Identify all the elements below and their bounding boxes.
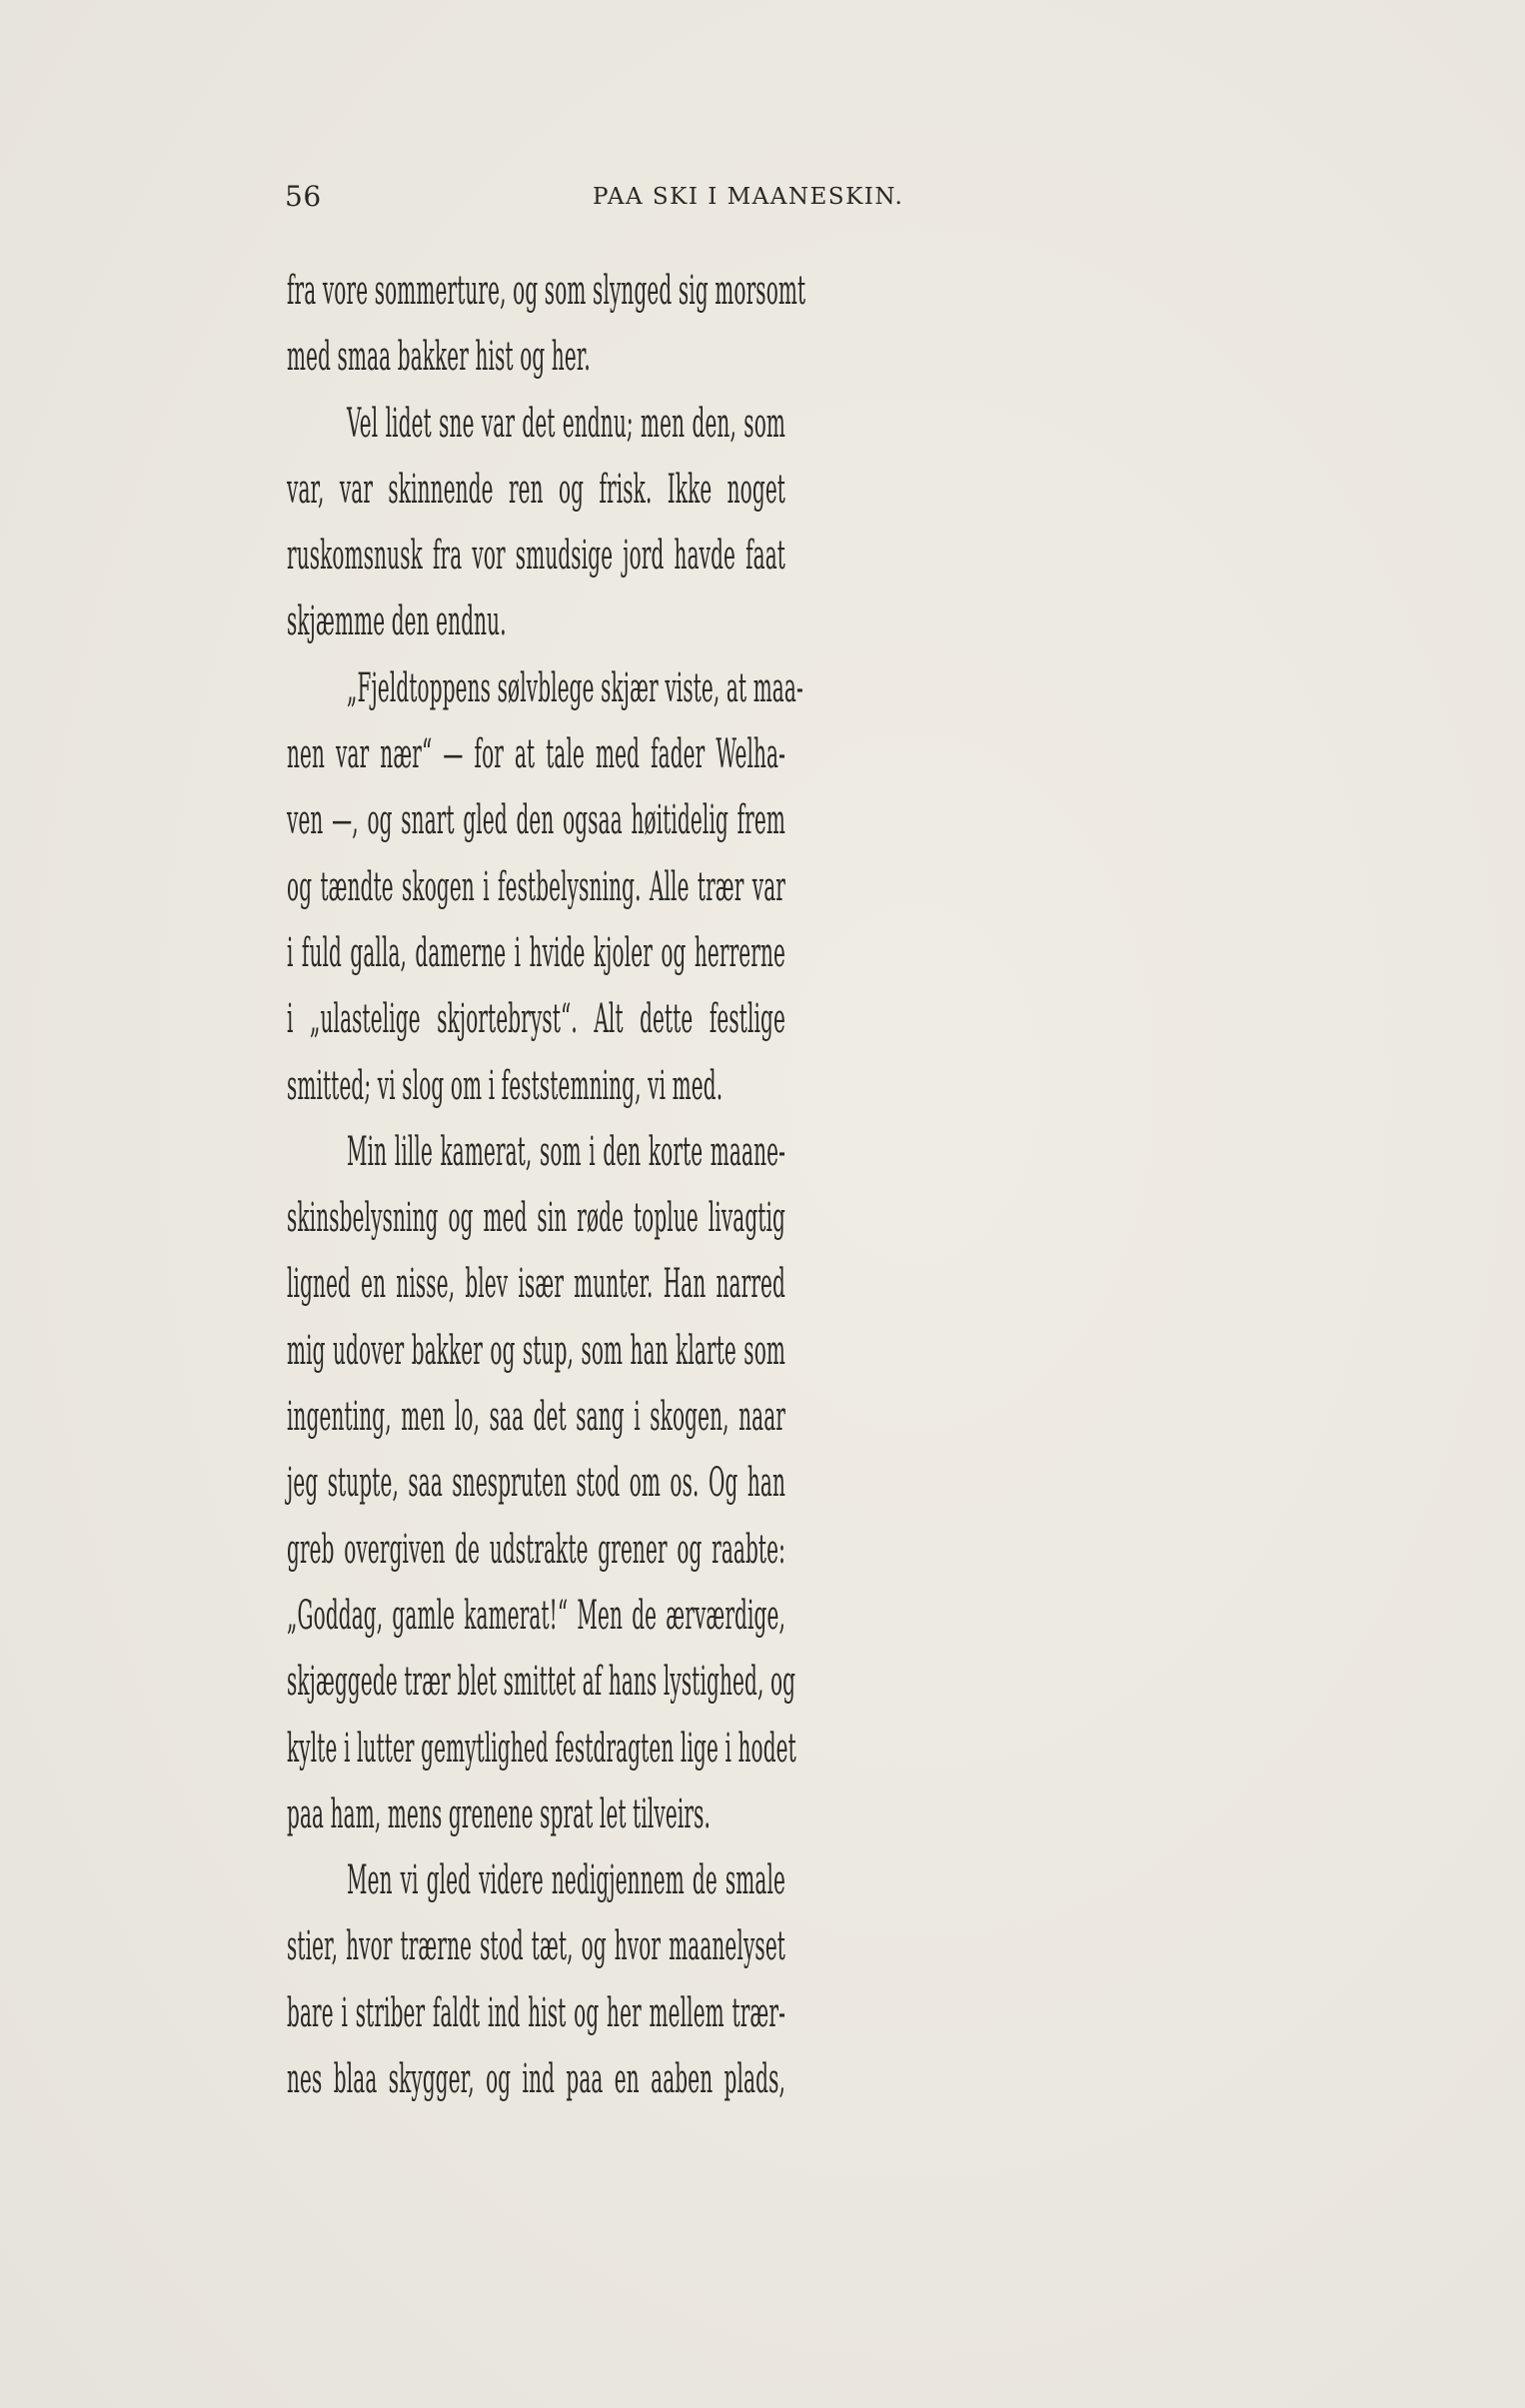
text-line: ruskomsnusk fra vor smudsige jord havde faat bbox=[287, 533, 785, 580]
text-line: bare i striber faldt ind hist og her mellem trær- bbox=[287, 1989, 785, 2036]
body-text bbox=[287, 258, 806, 2112]
text-line: ligned en nisse, blev især munter. Han narred bbox=[287, 1261, 785, 1308]
text-line: nen var nær“ — for at tale med fader Welha- bbox=[287, 731, 785, 778]
text-line: Vel lidet sne var det endnu; men den, som bbox=[347, 400, 785, 447]
page-header bbox=[285, 180, 966, 220]
text-line: Min lille kamerat, som i den korte maane- bbox=[347, 1128, 785, 1175]
text-line: smitted; vi slog om i feststemning, vi med. bbox=[287, 1062, 724, 1109]
text-line: „Fjeldtoppens sølvblege skjær viste, at maa- bbox=[347, 664, 803, 711]
text-line: mig udover bakker og stup, som han klarte som bbox=[287, 1327, 785, 1374]
text-line: „Goddag, gamle kamerat!“ Men de ærværdige, bbox=[287, 1592, 785, 1639]
text-line: i „ulastelige skjortebryst“. Alt dette festlige bbox=[287, 996, 785, 1043]
text-line: jeg stupte, saa snespruten stod om os. Og han bbox=[287, 1460, 785, 1507]
text-line: skinsbelysning og med sin røde toplue livagtig bbox=[287, 1195, 785, 1242]
page-number: 56 bbox=[285, 180, 322, 213]
text-line: skjæmme den endnu. bbox=[287, 599, 507, 645]
text-line: ven —, og snart gled den ogsaa høitidelig frem bbox=[287, 797, 785, 844]
text-line: kylte i lutter gemytlighed festdragten lige i hodet bbox=[287, 1725, 796, 1772]
text-line: Men vi gled videre nedigjennem de smale bbox=[347, 1857, 785, 1904]
text-line: i fuld galla, damerne i hvide kjoler og herrerne bbox=[287, 929, 785, 976]
text-line: skjæggede trær blet smittet af hans lystighed, og bbox=[287, 1659, 796, 1706]
text-line: fra vore sommerture, og som slynged sig morsomt bbox=[287, 268, 806, 314]
text-line: ingenting, men lo, saa det sang i skogen, naar bbox=[287, 1394, 785, 1441]
text-line: stier, hvor trærne stod tæt, og hvor maanelyset bbox=[287, 1923, 785, 1970]
text-line: greb overgiven de udstrakte grener og raabte: bbox=[287, 1526, 785, 1573]
text-line: paa ham, mens grenene sprat let tilveirs. bbox=[287, 1791, 712, 1837]
running-title: PAA SKI I MAANESKIN. bbox=[593, 184, 904, 210]
text-line: og tændte skogen i festbelysning. Alle trær var bbox=[287, 863, 785, 910]
text-line: med smaa bakker hist og her. bbox=[287, 334, 591, 381]
text-line: nes blaa skygger, og ind paa en aaben plads, bbox=[287, 2056, 785, 2103]
text-line: var, var skinnende ren og frisk. Ikke noget bbox=[287, 466, 785, 513]
